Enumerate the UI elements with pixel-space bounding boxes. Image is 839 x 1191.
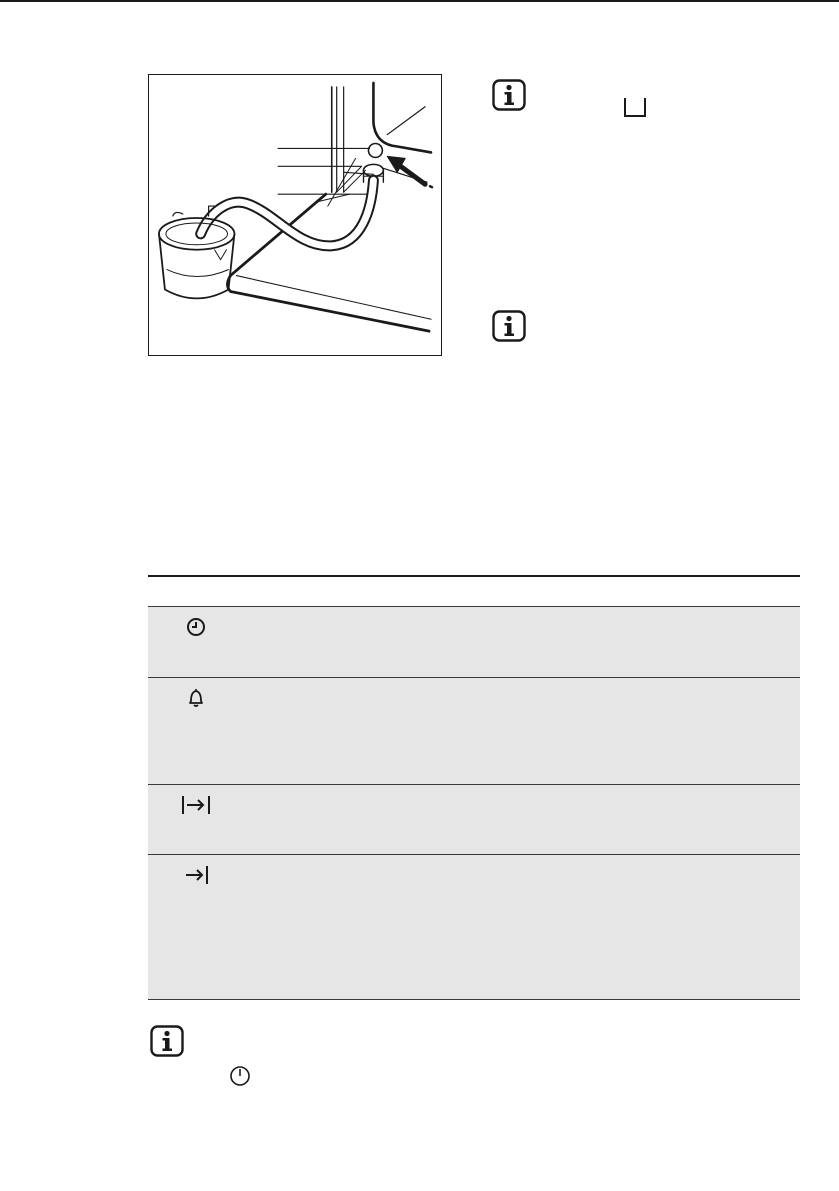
info-icon — [492, 79, 526, 111]
clock-functions-table — [148, 575, 800, 1000]
info-icon — [492, 310, 526, 342]
duration-icon — [178, 793, 214, 817]
table-header — [148, 575, 800, 606]
minute-minder-icon — [178, 686, 214, 710]
table-bottom-rule — [148, 999, 800, 1000]
oven-water-drain-drawing — [149, 75, 441, 355]
water-tank-symbol-icon — [622, 96, 648, 118]
drain-hose-illustration — [148, 74, 442, 356]
time-of-day-icon — [178, 615, 214, 639]
clock-symbol-icon — [229, 1065, 251, 1087]
table-row-minute-minder — [148, 677, 800, 784]
info-icon — [150, 1025, 184, 1057]
table-row-end-time — [148, 854, 800, 999]
end-time-icon — [178, 863, 214, 887]
page-top-rule — [0, 0, 839, 2]
table-row-duration — [148, 784, 800, 854]
table-row-time-of-day — [148, 606, 800, 677]
